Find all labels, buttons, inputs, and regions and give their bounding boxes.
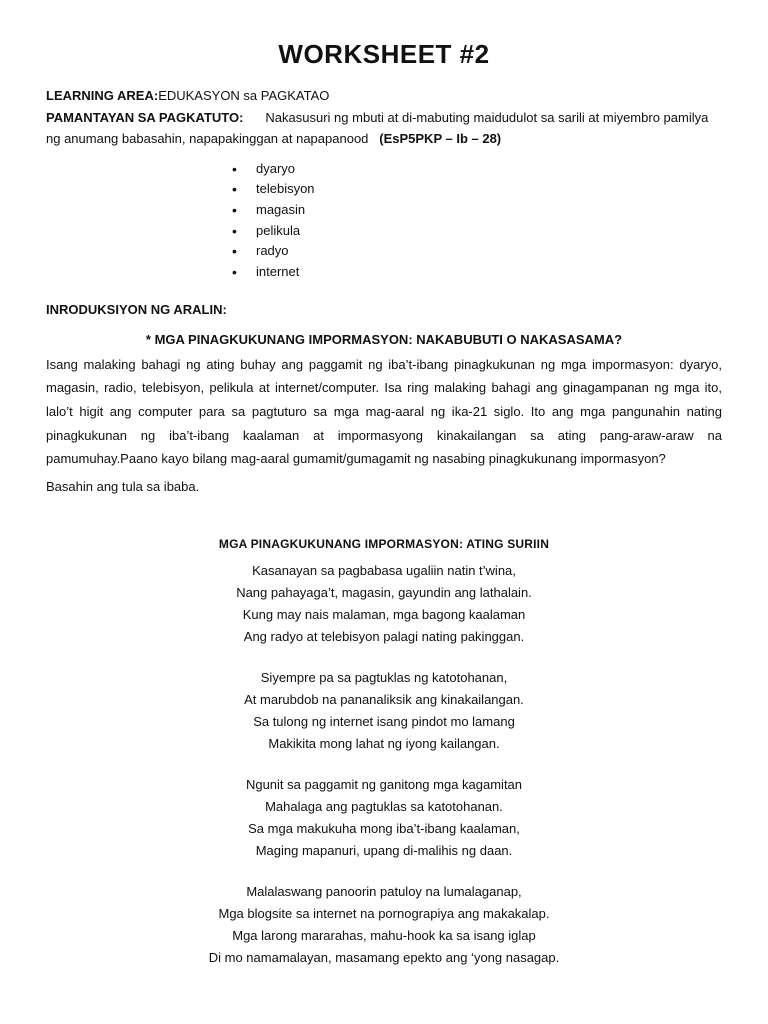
learning-area-row [46,86,722,106]
poem-line: Sa tulong ng internet isang pindot mo lamang [253,713,515,729]
introduction-paragraph: Isang malaking bahagi ng ating buhay ang paggamit ng iba’t-ibang pinagkukunan ng mga impormasyon: dyaryo, magasin, radio, telebisyon, pelikula at internet/computer. Isa ring malaking bahagi ang ginagampanan ng mga ito, lalo’t higit ang computer para sa pagtuturo sa mga mag-aaral ng ika-21 siglo. Ito ang mga pangunahin nating pinagkukunan ng iba’t-ibang kaalaman at impormasyong kinakailangan sa ating pang-araw-araw na pamumuhay.Paano kayo bilang mag-aaral gumamit/gumagamit ng nasabing pinagkukunang impormasyon? [46,356,722,467]
introduction-heading: INRODUKSIYON NG ARALIN: [46,302,227,318]
worksheet-title: WORKSHEET #2 [278,39,490,69]
poem-line: Makikita mong lahat ng iyong kailangan. [268,735,500,751]
poem-line: Sa mga makukuha mong iba’t-ibang kaalaman, [248,820,520,836]
learning-area-label: LEARNING AREA: [46,88,159,104]
poem-line: Maging mapanuri, upang di-malihis ng daan. [255,842,513,858]
introduction-subtitle: * MGA PINAGKUKUNANG IMPORMASYON: NAKABUBUTI O NAKASASAMA? [145,332,623,348]
poem-line: Kung may nais malaman, mga bagong kaalaman [242,606,526,622]
poem-stanza [46,881,722,969]
media-item: • internet [232,262,722,283]
poem-line: At marubdob na pananaliksik ang kinakailangan. [244,691,524,707]
poem-line: Mga blogsite sa internet na pornograpiya ang makakalap. [218,905,550,921]
pamantayan-text: Nakasusuri ng mbuti at di-mabuting maidudulot sa sarili at miyembro pamilya ng anumang babasahin, napapakinggan at napapanood [46,110,709,146]
media-item: • pelikula [232,221,722,242]
pamantayan-row [46,108,722,148]
media-item: • radyo [232,241,722,262]
poem-line: Mga larong mararahas, mahu-hook ka sa isang iglap [232,927,536,943]
poem-stanza [46,667,722,755]
poem-stanza [46,774,722,862]
poem-line: Di mo namamalayan, masamang epekto ang ‘yong nasagap. [208,949,560,965]
poem-line: Malalaswang panoorin patuloy na lumalaganap, [246,883,522,899]
poem-line: Siyempre pa sa pagtuklas ng katotohanan, [260,669,508,685]
media-item: • dyaryo [232,159,722,180]
competency-code: (EsP5PKP – Ib – 28) [379,130,502,146]
poem-line: Ang radyo at telebisyon palagi nating pakinggan. [243,628,525,644]
poem-line: Nang pahayaga’t, magasin, gayundin ang lathalain. [236,584,532,600]
pamantayan-label: PAMANTAYAN SA PAGKATUTO: [46,110,244,126]
poem-line: Mahalaga ang pagtuklas sa katotohanan. [265,798,503,814]
learning-area-value: EDUKASYON sa PAGKATAO [158,88,330,104]
poem-line: Ngunit sa paggamit ng ganitong mga kagamitan [245,776,523,792]
media-item: • telebisyon [232,179,722,200]
poem-line: Kasanayan sa pagbabasa ugaliin natin t’wina, [252,562,516,578]
media-list [46,159,722,283]
poem-title: MGA PINAGKUKUNANG IMPORMASYON: ATING SURIIN [218,536,550,551]
reading-instruction: Basahin ang tula sa ibaba. [46,478,200,494]
poem-stanza [46,560,722,648]
media-item: • magasin [232,200,722,221]
